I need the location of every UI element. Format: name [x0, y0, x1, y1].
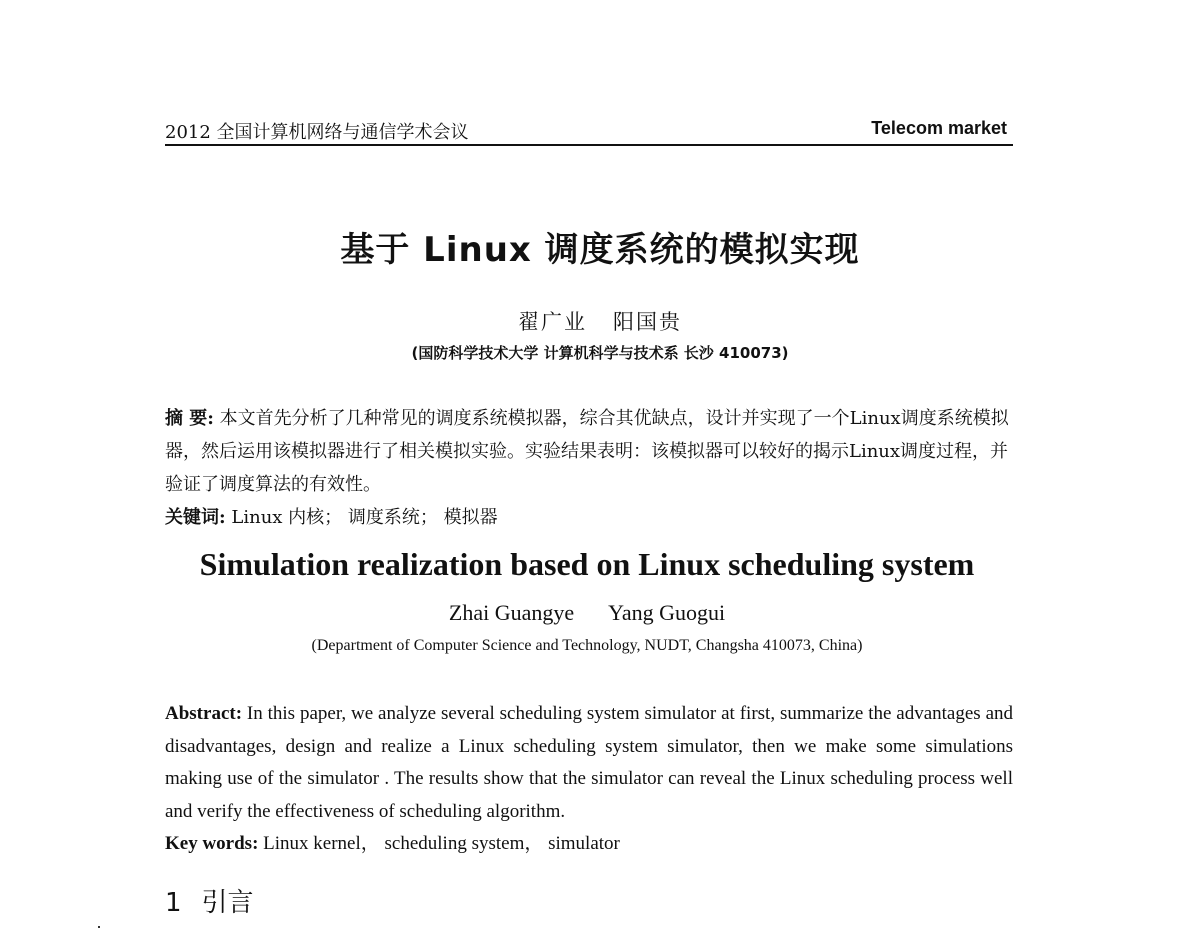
chinese-abstract: [165, 402, 1013, 501]
english-abstract-text: In this paper, we analyze several scheduling system simulator at first, summarize the advantages and disadvantages, design and realize a Linux scheduling system simulator, then we make some simulations making use of the simulator . The results show that the simulator can reveal the Linux scheduling process well and verify the effectiveness of scheduling algorithm.: [165, 703, 1013, 822]
english-author-2: Yang Guogui: [608, 600, 726, 625]
chinese-title: 基于 Linux 调度系统的模拟实现: [340, 230, 860, 270]
english-affiliation: (Department of Computer Science and Technology, NUDT, Changsha 410073, China): [311, 637, 863, 654]
section-number: 1: [165, 888, 182, 918]
chinese-author-2: 阳国贵: [613, 310, 682, 334]
english-keywords-label: Key words:: [165, 833, 259, 854]
english-abstract: [165, 698, 1013, 828]
chinese-keywords-text: Linux 内核； 调度系统； 模拟器: [231, 507, 498, 528]
section-heading: [165, 882, 254, 919]
conference-name: 2012 全国计算机网络与通信学术会议: [165, 122, 469, 143]
journal-name: Telecom market: [871, 118, 1007, 138]
chinese-keywords: [165, 501, 1013, 534]
section-title: 引言: [201, 888, 254, 918]
chinese-abstract-text: 本文首先分析了几种常见的调度系统模拟器，综合其优缺点，设计并实现了一个Linux调度系统模拟器，然后运用该模拟器进行了相关模拟实验。实验结果表明：该模拟器可以较好的揭示Linux调度过程，并验证了调度算法的有效性。: [165, 408, 1009, 495]
chinese-author-1: 翟广业: [518, 310, 587, 334]
chinese-authors: [0, 306, 1200, 336]
chinese-affiliation: (国防科学技术大学 计算机科学与技术系 长沙 410073): [411, 344, 789, 362]
english-author-1: Zhai Guangye: [448, 600, 575, 625]
running-header: [165, 116, 1013, 146]
scan-speck: [98, 926, 100, 928]
english-title: Simulation realization based on Linux scheduling system: [199, 546, 975, 582]
english-abstract-label: Abstract:: [165, 703, 243, 724]
chinese-abstract-label: 摘 要:: [165, 408, 214, 429]
english-keywords-text: Linux kernel， scheduling system， simulator: [263, 833, 620, 854]
english-keywords: [165, 829, 1013, 859]
chinese-keywords-label: 关键词:: [165, 507, 226, 528]
english-authors: [0, 600, 1174, 626]
